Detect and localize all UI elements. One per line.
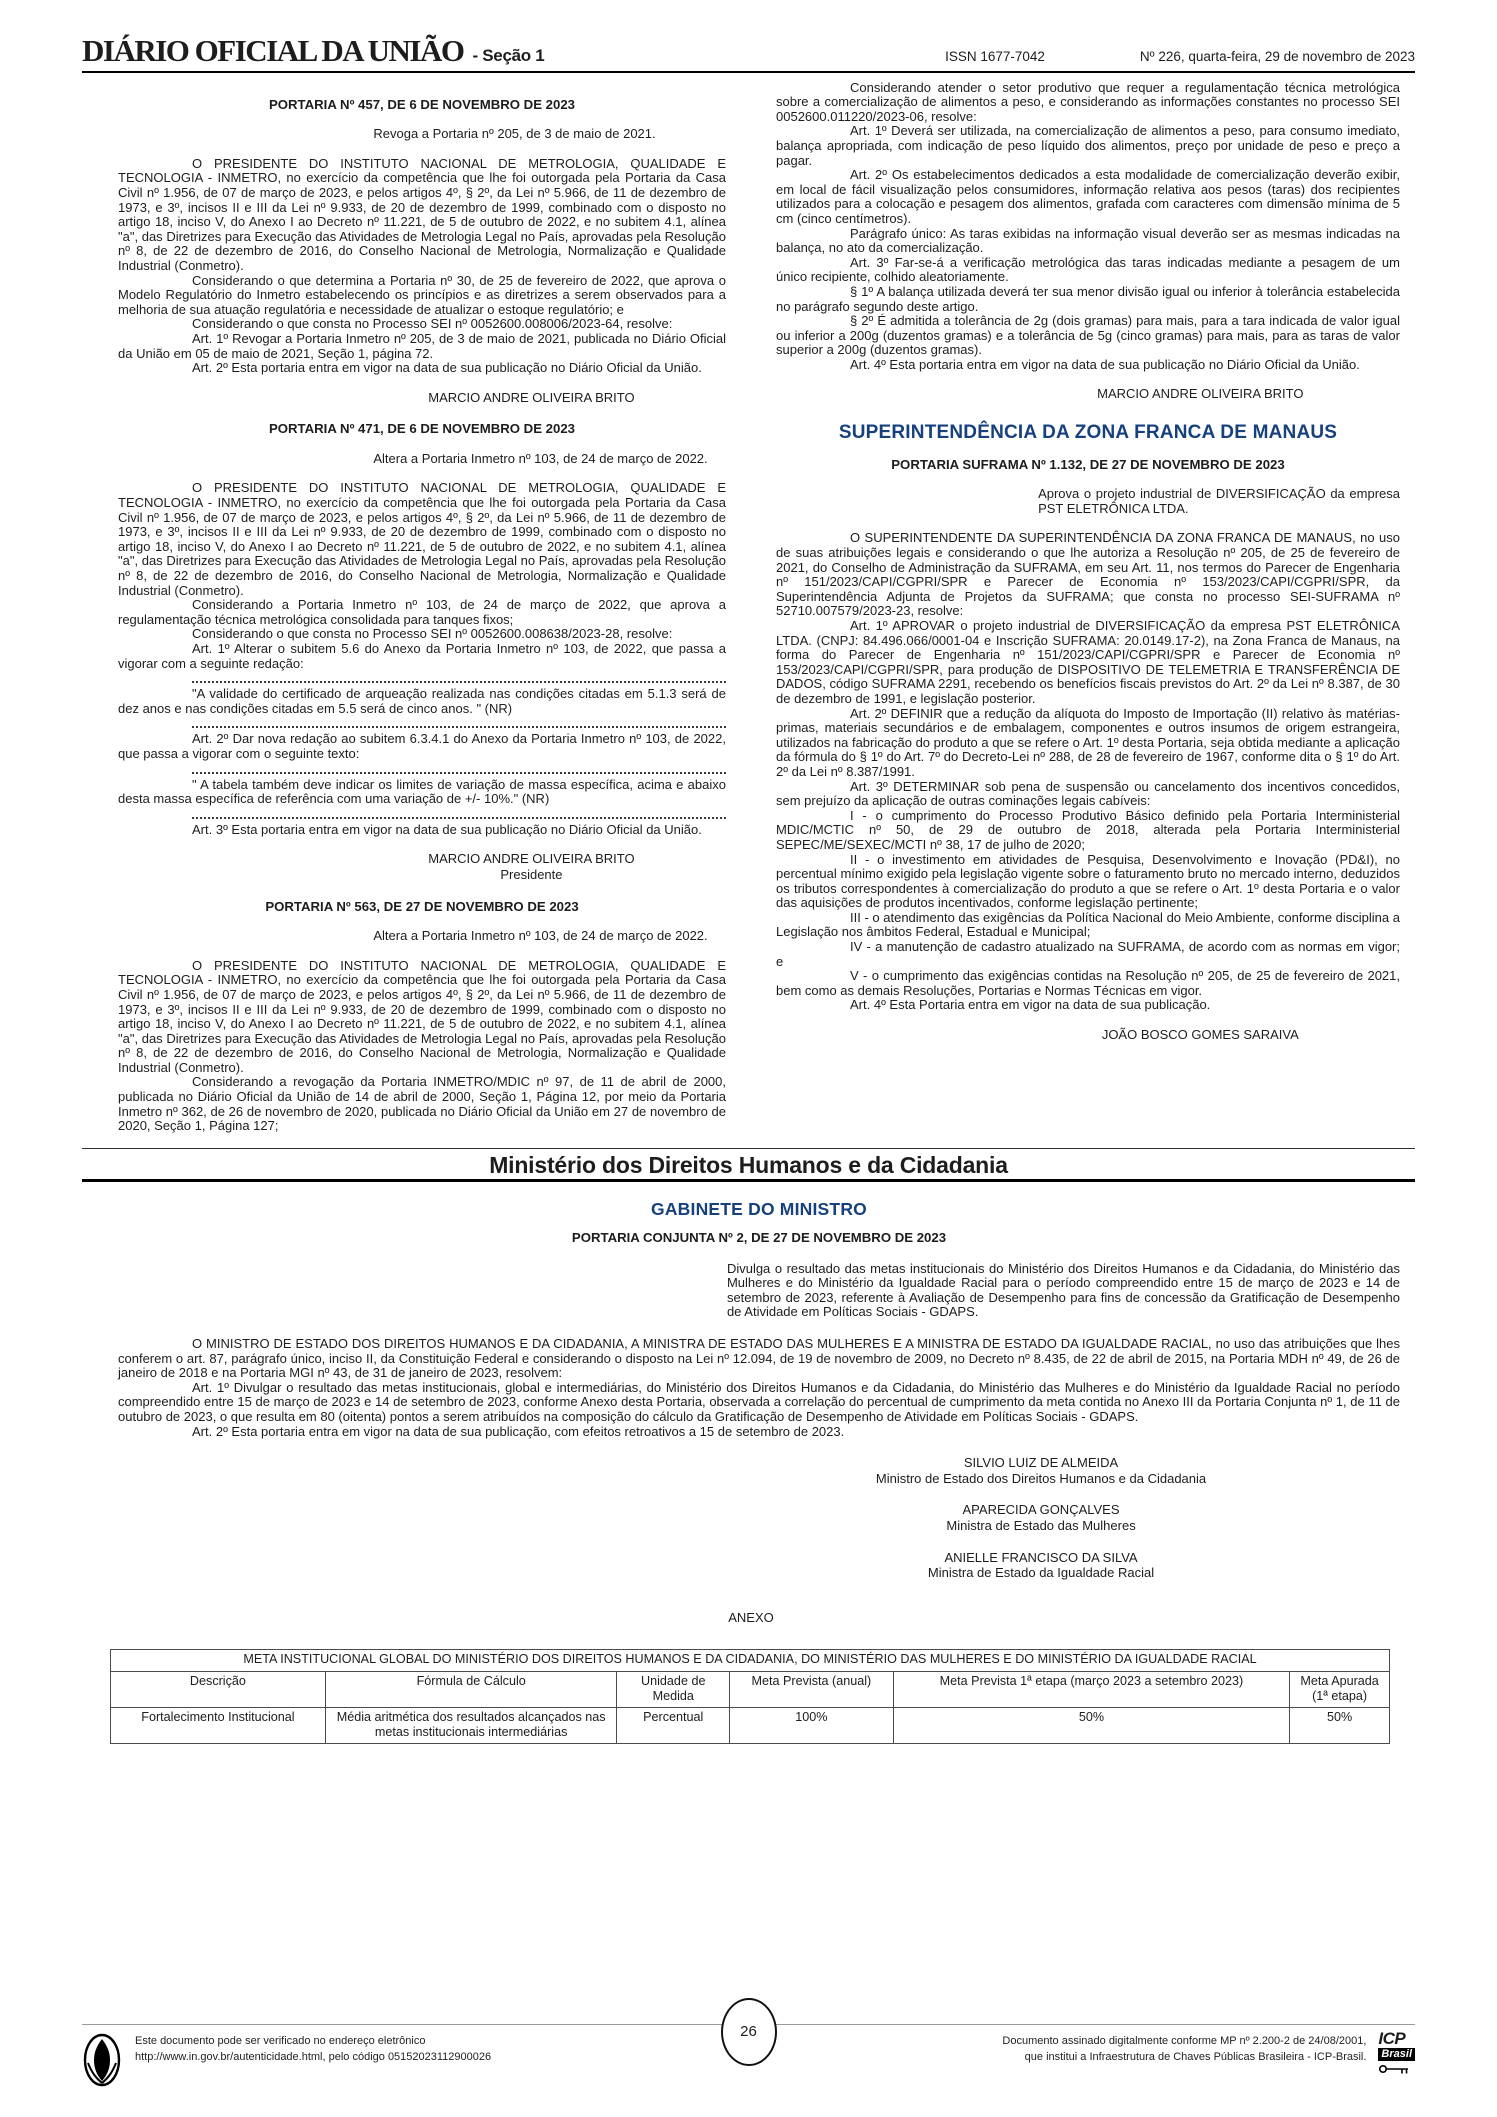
portaria-title: PORTARIA Nº 563, DE 27 DE NOVEMBRO DE 2023 xyxy=(265,898,579,914)
table-header-cell: Meta Prevista (anual) xyxy=(730,1671,894,1707)
body-paragraph: Art. 1º Deverá ser utilizada, na comercialização de alimentos a peso, para consumo imediato, balança apropriada, com indicação de peso líquido dos alimentos, preço por unidade de peso e preço a pagar. xyxy=(776,123,1400,168)
body-paragraph: III - o atendimento das exigências da Política Nacional do Meio Ambiente, conforme disciplina a Legislação nos âmbitos Federal, Estadual e Municipal; xyxy=(776,909,1400,940)
portaria-title: PORTARIA Nº 471, DE 6 DE NOVEMBRO DE 2023 xyxy=(268,421,575,437)
body-paragraph: Art. 2º Dar nova redação ao subitem 6.3.4.1 do Anexo da Portaria Inmetro nº 103, de 2022, que passa a vigorar com o seguinte texto: xyxy=(118,731,726,761)
body-paragraph: II - o investimento em atividades de Pesquisa, Desenvolvimento e Inovação (PD&I), no percentual mínimo exigido pela legislação vigente sobre o faturamento bruto no mercado interno, deduzidos os tributos correspondentes à comercialização do produto a que se refere o Art. 1º desta Portaria e o valor das aquisições de produtos incentivados, conforme legislação pertinente; xyxy=(776,851,1400,911)
signature-name: MARCIO ANDRE OLIVEIRA BRITO xyxy=(1097,386,1304,402)
table-cell: Fortalecimento Institucional xyxy=(111,1707,326,1743)
ementa: Altera a Portaria Inmetro nº 103, de 24 de março de 2022. xyxy=(373,450,708,466)
signature-name: SILVIO LUIZ DE ALMEIDA xyxy=(963,1455,1119,1471)
table-header-cell: Fórmula de Cálculo xyxy=(325,1671,617,1707)
body-paragraph: Art. 1º Alterar o subitem 5.6 do Anexo da Portaria Inmetro nº 103, de 2022, que passa a vigorar com a seguinte redação: xyxy=(118,641,726,671)
body-paragraph: Considerando a revogação da Portaria INMETRO/MDIC nº 97, de 11 de abril de 2000, publicada no Diário Oficial da União de 14 de abril de 2000, Seção 1, Página 12, por meio da Portaria Inmetro nº 362, de 26 de novembro de 2020, publicada no Diário Oficial da União em 27 de novembro de 2020, Seção 1, Página 127; xyxy=(118,1074,726,1134)
dotted-separator xyxy=(192,807,726,819)
body-paragraph: Considerando o que consta no Processo SEI nº 0052600.008638/2023-28, resolve: xyxy=(192,626,673,642)
body-paragraph: Art. 1º Revogar a Portaria Inmetro nº 205, de 3 de maio de 2021, publicada no Diário Oficial da União em 05 de maio de 2021, Seção 1, página 72. xyxy=(118,330,726,361)
signature-name: APARECIDA GONÇALVES xyxy=(962,1502,1120,1518)
table-cell: 50% xyxy=(1290,1707,1390,1743)
issn-label: ISSN 1677-7042 xyxy=(945,49,1045,64)
portaria-title: PORTARIA CONJUNTA Nº 2, DE 27 DE NOVEMBRO DE 2023 xyxy=(571,1230,947,1246)
table-header-cell: Unidade de Medida xyxy=(617,1671,730,1707)
portaria-title: PORTARIA Nº 457, DE 6 DE NOVEMBRO DE 2023 xyxy=(268,96,575,112)
signature-name: ANIELLE FRANCISCO DA SILVA xyxy=(944,1549,1138,1565)
table-cell: 50% xyxy=(893,1707,1289,1743)
signature-block xyxy=(682,1551,1400,1581)
footer-left xyxy=(82,2033,491,2087)
dotted-separator xyxy=(192,716,726,728)
body-paragraph: Art. 1º Divulgar o resultado das metas institucionais, global e intermediárias, do Ministério dos Direitos Humanos e da Cidadania, do Ministério das Mulheres e do Ministério da Igualdade Racial no período compreendido entre 15 de março de 2023 e 14 de setembro de 2023, conforme Anexo desta Portaria, observada a correlação do percentual de cumprimento da meta contida no Anexo III da Portaria Conjunta nº 1, de 11 de outubro de 2023, o que resulta em 80 (oitenta) pontos a serem atribuídos na composição do cálculo da Gratificação de Desempenho de Atividade em Políticas Sociais - GDAPS. xyxy=(118,1379,1400,1424)
signature-block xyxy=(1001,1028,1400,1043)
anexo-label: ANEXO xyxy=(728,1609,774,1625)
signature-block xyxy=(1001,387,1400,402)
body-paragraph: O MINISTRO DE ESTADO DOS DIREITOS HUMANOS E DA CIDADANIA, A MINISTRA DE ESTADO DAS MULHERES E A MINISTRA DE ESTADO DA IGUALDADE RACIAL, no uso das atribuições que lhes conferem o art. 87, parágrafo único, inciso II, da Constituição Federal e considerando o disposto na Lei nº 12.094, de 19 de novembro de 2009, no Decreto nº 8.435, de 22 de abril de 2015, na Portaria MDH nº 49, de 26 de janeiro de 2018 e na Portaria MGI nº 43, de 31 de janeiro de 2023, resolvem: xyxy=(118,1336,1400,1381)
page-number: 26 xyxy=(740,2022,757,2040)
ementa: Altera a Portaria Inmetro nº 103, de 24 de março de 2022. xyxy=(373,928,708,944)
body-paragraph: Considerando atender o setor produtivo que requer a regulamentação técnica metrológica sobre a comercialização de alimentos a peso, e considerando as informações constantes no processo SEI 0052600.011220/2023-06, resolve: xyxy=(776,79,1400,124)
section-heading: GABINETE DO MINISTRO xyxy=(651,1199,867,1220)
ementa: Divulga o resultado das metas institucionais do Ministério dos Direitos Humanos e da Cidadania, do Ministério das Mulheres e do Ministério da Igualdade Racial para o período compreendido entre 15 de março de 2023 e 14 de setembro de 2023, referente à Avaliação de Desempenho para fins de concessão da Gratificação de Desempenho de Atividade em Políticas Sociais - GDAPS. xyxy=(726,1260,1400,1320)
two-column-body xyxy=(118,81,1400,1134)
table-header-cell: Meta Apurada (1ª etapa) xyxy=(1290,1671,1390,1707)
body-paragraph: § 2º É admitida a tolerância de 2g (dois gramas) para mais, para a tara indicada de valor igual ou inferior a 200g (duzentos gramas) e a tolerância de 5g (cinco gramas) para mais, para as taras de valor superior a 200g (duzentos gramas). xyxy=(776,313,1400,358)
signature-name: MARCIO ANDRE OLIVEIRA BRITO xyxy=(428,851,635,867)
body-paragraph: O PRESIDENTE DO INSTITUTO NACIONAL DE METROLOGIA, QUALIDADE E TECNOLOGIA - INMETRO, no exercício da competência que lhe foi outorgada pela Portaria da Casa Civil nº 1.956, de 07 de março de 2023, e pelos artigos 4º, § 2º, da Lei nº 5.966, de 11 de dezembro de 1973, e 3º, incisos II e III da Lei nº 9.933, de 20 de dezembro de 1999, combinado com o disposto no artigo 18, inciso V, do Anexo I ao Decreto nº 11.221, de 5 de outubro de 2022, e no subitem 4.1, alínea "a", das Diretrizes para Execução das Atividades de Metrologia Legal no País, aprovadas pela Resolução nº 8, de 22 de dezembro de 2016, do Conselho Nacional de Metrologia, Normalização e Qualidade Industrial (Conmetro). xyxy=(118,155,726,273)
dou-crest-icon xyxy=(82,2033,122,2087)
table-cell: 100% xyxy=(730,1707,894,1743)
key-icon xyxy=(1378,2063,1412,2075)
dotted-separator xyxy=(192,762,726,774)
signature-role: Ministro de Estado dos Direitos Humanos e da Cidadania xyxy=(875,1470,1207,1486)
left-column xyxy=(118,81,726,1134)
body-paragraph: Art. 2º Esta portaria entra em vigor na data de sua publicação no Diário Oficial da União. xyxy=(192,360,702,376)
signature-note xyxy=(1002,2033,1366,2065)
icp-brasil-logo xyxy=(1378,2031,1415,2075)
signature-note-line2: que institui a Infraestrutura de Chaves Públicas Brasileira - ICP-Brasil. xyxy=(1024,2051,1367,2063)
table-cell: Percentual xyxy=(617,1707,730,1743)
body-paragraph: Considerando o que determina a Portaria nº 30, de 25 de fevereiro de 2022, que aprova o Modelo Regulatório do Inmetro estabelecendo os princípios e as diretrizes a serem observados para a melhoria de sua atuação regulatória e necessidade de atualizar o estoque regulatório; e xyxy=(118,272,726,317)
icp-logo-text-top: ICP xyxy=(1378,2029,1406,2048)
signature-role: Ministra de Estado das Mulheres xyxy=(946,1517,1136,1533)
verification-note-line2: http://www.in.gov.br/autenticidade.html, pelo código 05152023112900026 xyxy=(135,2051,492,2063)
portaria-title: PORTARIA SUFRAMA Nº 1.132, DE 27 DE NOVEMBRO DE 2023 xyxy=(891,456,1285,472)
dotted-separator xyxy=(192,671,726,683)
ministry-section xyxy=(118,1199,1400,1625)
body-paragraph: Art. 4º Esta Portaria entra em vigor na data de sua publicação. xyxy=(850,997,1211,1013)
body-paragraph: " A tabela também deve indicar os limites de variação de massa específica, acima e abaixo desta massa específica de referência com uma variação de +/- 10%." (NR) xyxy=(118,776,726,807)
table-header-cell: Descrição xyxy=(111,1671,326,1707)
journal-title: DIÁRIO OFICIAL DA UNIÃO xyxy=(82,33,464,68)
body-paragraph: Art. 2º Esta portaria entra em vigor na data de sua publicação, com efeitos retroativos a 15 de setembro de 2023. xyxy=(192,1423,845,1439)
masthead xyxy=(82,0,1415,68)
ementa: Revoga a Portaria nº 205, de 3 de maio de 2021. xyxy=(373,126,656,142)
ministry-top-rule xyxy=(82,1148,1415,1149)
body-paragraph: V - o cumprimento das exigências contidas na Resolução nº 205, de 25 de fevereiro de 2021, bem como as demais Resoluções, Portarias e Normas Técnicas em vigor. xyxy=(776,968,1400,998)
ministry-title: Ministério dos Direitos Humanos e da Cidadania xyxy=(489,1151,1008,1178)
verification-note-line1: Este documento pode ser verificado no endereço eletrônico xyxy=(135,2035,426,2047)
ementa: Aprova o projeto industrial de DIVERSIFICAÇÃO da empresa PST ELETRÔNICA LTDA. xyxy=(1038,486,1400,516)
signature-note-line1: Documento assinado digitalmente conforme MP nº 2.200-2 de 24/08/2001, xyxy=(1002,2035,1367,2047)
body-paragraph: Art. 2º DEFINIR que a redução da alíquota do Imposto de Importação (II) relativo às matérias-primas, materiais secundários e de embalagem, componentes e outros insumos de origem estrangeira, utilizados na fabricação do produto a que se refere o Art. 1º desta Portaria, seja obtida mediante a aplicação da fórmula do § 1º do Art. 7º do Decreto-Lei nº 288, de 28 de fevereiro de 1967, conforme dita o § 1º do Art. 2º da Lei nº 8.387/1991. xyxy=(776,705,1400,779)
signature-name: JOÃO BOSCO GOMES SARAIVA xyxy=(1101,1027,1299,1043)
body-paragraph: Considerando a Portaria Inmetro nº 103, de 24 de março de 2022, que aprova a regulamentação técnica metrológica consolidada para tanques fixos; xyxy=(118,597,726,627)
masthead-rule xyxy=(82,71,1415,73)
table-row xyxy=(111,1707,1390,1743)
signature-block xyxy=(682,1503,1400,1533)
body-paragraph: Art. 3º DETERMINAR sob pena de suspensão ou cancelamento dos incentivos concedidos, sem prejuízo da aplicação de outras cominações legais cabíveis: xyxy=(776,778,1400,809)
signature-role: Presidente xyxy=(500,866,563,882)
section-heading: SUPERINTENDÊNCIA DA ZONA FRANCA DE MANAUS xyxy=(838,422,1338,444)
body-paragraph: Art. 1º APROVAR o projeto industrial de DIVERSIFICAÇÃO da empresa PST ELETRÔNICA LTDA. (CNPJ: 84.496.066/0001-04 e Inscrição SUFRAMA: 20.0149.17-2), na Zona Franca de Manaus, na forma do Parecer de Engenharia nº 151/2023/CAPI/CGPRI/SPR e Parecer de Economia nº 153/2023/CAPI/CGPRI/SPR, para produção de DISPOSITIVO DE TELEMETRIA E TRANSFERÊNCIA DE DADOS, código SUFRAMA 2291, recebendo os benefícios fiscais previstos do Art. 2º da Lei nº 8.387, de 30 de dezembro de 1991, e legislação posterior. xyxy=(776,618,1400,706)
table-cell: Média aritmética dos resultados alcançados nas metas institucionais intermediárias xyxy=(325,1707,617,1743)
body-paragraph: § 1º A balança utilizada deverá ter sua menor divisão igual ou inferior à tolerância estabelecida no parágrafo segundo deste artigo. xyxy=(776,283,1400,314)
ministry-bottom-rule xyxy=(82,1179,1415,1182)
page-number-badge xyxy=(721,1998,777,2066)
right-column xyxy=(776,81,1400,1134)
body-paragraph: Art. 4º Esta portaria entra em vigor na data de sua publicação no Diário Oficial da União. xyxy=(850,356,1360,372)
anexo-table-wrap xyxy=(110,1649,1390,1744)
signature-block xyxy=(337,391,726,406)
icp-logo-text-bottom: Brasil xyxy=(1378,2048,1415,2061)
body-paragraph: Parágrafo único: As taras exibidas na informação visual deverão ser as mesmas indicadas na balança, no ato da comercialização. xyxy=(776,225,1400,256)
body-paragraph: O PRESIDENTE DO INSTITUTO NACIONAL DE METROLOGIA, QUALIDADE E TECNOLOGIA - INMETRO, no exercício da competência que lhe foi outorgada pela Portaria da Casa Civil nº 1.956, de 07 de março de 2023, e pelos artigos 4º, § 2º, da Lei nº 5.966, de 11 de dezembro de 1973, e 3º, incisos II e III da Lei nº 9.933, de 20 de dezembro de 1999, combinado com o disposto no artigo 18, inciso V, do Anexo I ao Decreto nº 11.221, de 5 de outubro de 2022, e no subitem 4.1, alínea "a", das Diretrizes para Execução das Atividades de Metrologia Legal no País, aprovadas pela Resolução nº 8, de 22 de dezembro de 2016, do Conselho Nacional de Metrologia, Normalização e Qualidade Industrial (Conmetro). xyxy=(118,480,726,598)
body-paragraph: IV - a manutenção de cadastro atualizado na SUFRAMA, de acordo com as normas em vigor; e xyxy=(776,939,1400,969)
body-paragraph: Art. 3º Esta portaria entra em vigor na data de sua publicação no Diário Oficial da União. xyxy=(192,821,702,837)
signature-block xyxy=(337,852,726,882)
edition-label: Nº 226, quarta-feira, 29 de novembro de 2023 xyxy=(1139,49,1415,64)
signature-name: MARCIO ANDRE OLIVEIRA BRITO xyxy=(428,389,635,405)
table-header-cell: Meta Prevista 1ª etapa (março 2023 a setembro 2023) xyxy=(893,1671,1289,1707)
page-footer xyxy=(0,2024,1497,2087)
anexo-table xyxy=(110,1649,1390,1744)
body-paragraph: Art. 3º Far-se-á a verificação metrológica das taras indicadas mediante a pesagem de um único recipiente, colhido aleatoriamente. xyxy=(776,254,1400,285)
body-paragraph: Art. 2º Os estabelecimentos dedicados a esta modalidade de comercialização deverão exibir, em local de fácil visualização pelos consumidores, informação relativa aos pesos (taras) dos recipientes utilizados para a colocação e pesagem dos alimentos, grafada com caracteres com dimensão mínima de 5 cm (cinco centímetros). xyxy=(776,167,1400,226)
signature-block xyxy=(682,1456,1400,1486)
body-paragraph: "A validade do certificado de arqueação realizada nas condições citadas em 5.1.3 será de dez anos e nas condições citadas em 5.5 será de cinco anos. " (NR) xyxy=(118,686,726,716)
body-paragraph: I - o cumprimento do Processo Produtivo Básico definido pela Portaria Interministerial MDIC/MCTIC nº 50, de 29 de outubro de 2018, alterada pela Portaria Interministerial SEPEC/ME/SEXEC/MCTI nº 38, 17 de julho de 2020; xyxy=(776,807,1400,852)
body-paragraph: O PRESIDENTE DO INSTITUTO NACIONAL DE METROLOGIA, QUALIDADE E TECNOLOGIA - INMETRO, no exercício da competência que lhe foi outorgada pela Portaria da Casa Civil nº 1.956, de 07 de março de 2023, e pelos artigos 4º, § 2º, da Lei nº 5.966, de 11 de dezembro de 1973, e 3º, incisos II e III da Lei nº 9.933, de 20 de dezembro de 1999, combinado com o disposto no artigo 18, inciso V, do Anexo I ao Decreto nº 11.221, de 5 de outubro de 2022, e no subitem 4.1, alínea "a", das Diretrizes para Execução das Atividades de Metrologia Legal no País, aprovadas pela Resolução nº 8, de 22 de dezembro de 2016, do Conselho Nacional de Metrologia, Normalização e Qualidade Industrial (Conmetro). xyxy=(118,957,726,1075)
signature-role: Ministra de Estado da Igualdade Racial xyxy=(927,1565,1155,1581)
table-title: META INSTITUCIONAL GLOBAL DO MINISTÉRIO DOS DIREITOS HUMANOS E DA CIDADANIA, DO MINISTÉRIO DAS MULHERES E DO MINISTÉRIO DA IGUALDADE RACIAL xyxy=(111,1650,1390,1671)
body-paragraph: Considerando o que consta no Processo SEI nº 0052600.008006/2023-64, resolve: xyxy=(192,316,673,332)
footer-right xyxy=(1002,2029,1415,2075)
journal-section: - Seção 1 xyxy=(472,46,545,65)
body-paragraph: O SUPERINTENDENTE DA SUPERINTENDÊNCIA DA ZONA FRANCA DE MANAUS, no uso de suas atribuições legais e considerando o que lhe autoriza a Resolução nº 205, de 25 de fevereiro de 2021, do Conselho de Administração da SUFRAMA, em seu Art. 11, nos termos do Parecer de Engenharia nº 151/2023/CAPI/CGPRI/SPR e Parecer de Economia nº 153/2023/CAPI/CGPRI/SPR, da Superintendência Adjunta de Projetos da SUFRAMA; que consta no processo SEI-SUFRAMA nº 52710.007579/2023-23, resolve: xyxy=(776,530,1400,619)
verification-note xyxy=(135,2033,491,2065)
